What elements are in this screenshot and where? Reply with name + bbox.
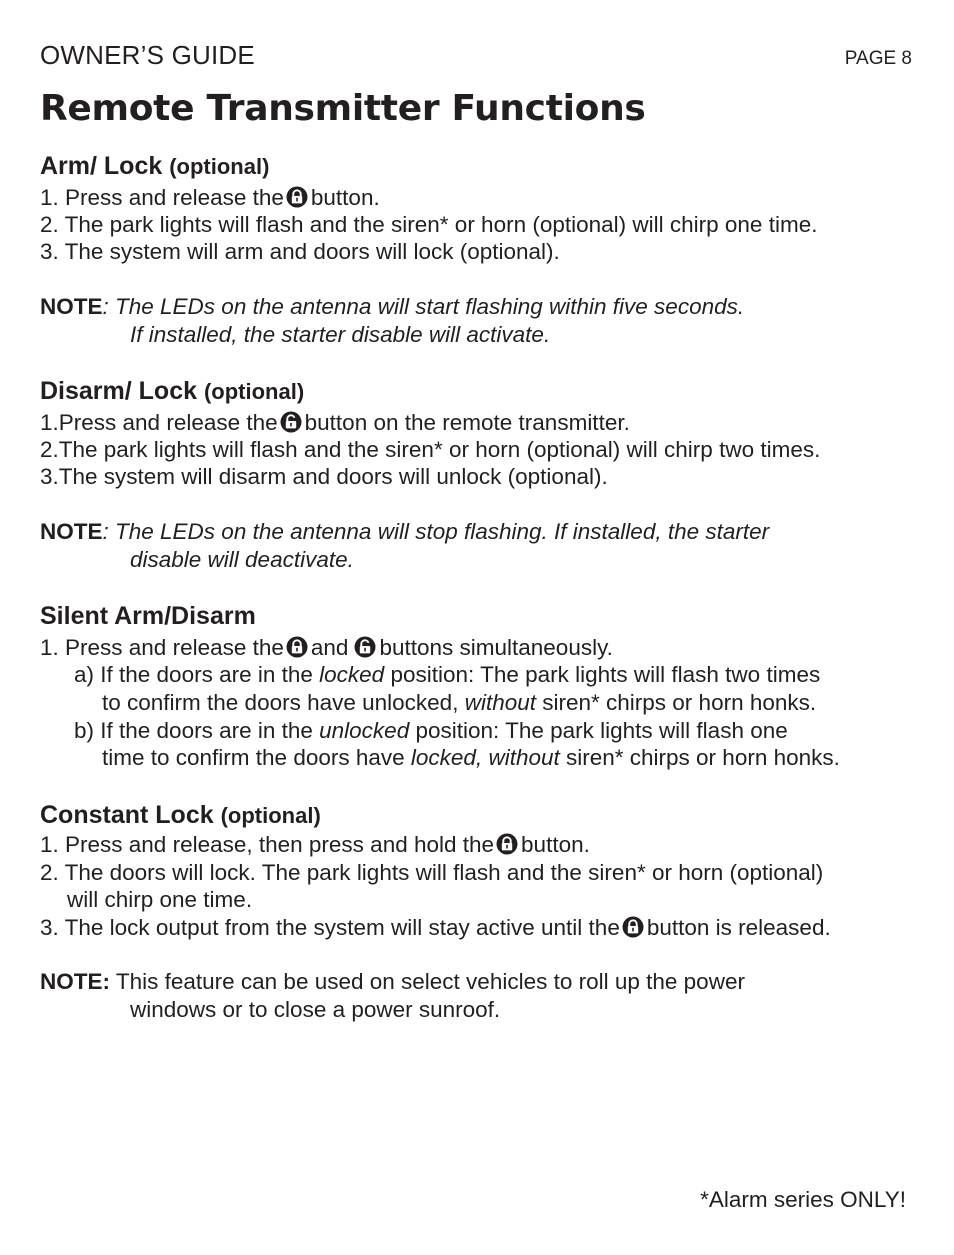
constant-step-1-text-end: button. xyxy=(521,832,590,857)
silent-sub-b-cont-text: time to confirm the doors have xyxy=(102,745,411,770)
arm-step-1-text: 1. Press and release the xyxy=(40,185,284,210)
arm-lock-heading xyxy=(40,152,269,181)
silent-sub-a-without: without xyxy=(464,690,536,715)
silent-sub-a-locked: locked xyxy=(319,662,385,687)
unlock-icon xyxy=(354,636,376,658)
arm-note-cont: If installed, the starter disable will activate. xyxy=(130,322,551,347)
page-title: Remote Transmitter Functions xyxy=(40,88,646,129)
page-number: PAGE 8 xyxy=(844,48,912,69)
constant-lock-optional: (optional) xyxy=(220,803,321,828)
arm-lock-heading-text: Arm/ Lock xyxy=(40,152,163,180)
silent-sub-a-text-end: position: The park lights will flash two times xyxy=(384,662,821,687)
disarm-optional: (optional) xyxy=(203,379,305,404)
constant-step-3 xyxy=(40,914,831,941)
constant-lock-heading-text: Constant Lock xyxy=(40,801,214,829)
disarm-step-2: 2.The park lights will flash and the siren* or horn (optional) will chirp two times. xyxy=(40,437,821,462)
silent-sub-a xyxy=(74,661,820,688)
constant-step-1-text: 1. Press and release, then press and hold the xyxy=(40,832,495,857)
constant-step-2: 2. The doors will lock. The park lights will flash and the siren* or horn (optional) xyxy=(40,860,824,885)
disarm-step-1 xyxy=(40,409,630,436)
silent-sub-a-cont-end: siren* chirps or horn honks. xyxy=(536,690,817,715)
constant-lock-heading xyxy=(40,801,321,830)
constant-step-1 xyxy=(40,831,590,858)
disarm-note-cont: disable will deactivate. xyxy=(130,547,354,572)
constant-step-3-text: 3. The lock output from the system will stay active until the xyxy=(40,915,620,940)
guide-label: OWNER’S GUIDE xyxy=(40,40,255,70)
silent-sub-b xyxy=(74,717,788,744)
arm-step-2: 2. The park lights will flash and the siren* or horn (optional) will chirp one time. xyxy=(40,212,818,237)
silent-sub-a-cont-text: to confirm the doors have unlocked, xyxy=(102,690,465,715)
unlock-icon xyxy=(280,411,302,433)
arm-step-1 xyxy=(40,184,380,211)
arm-note xyxy=(40,294,744,320)
silent-sub-b-text-end: position: The park lights will flash one xyxy=(409,718,788,743)
constant-note xyxy=(40,969,745,995)
disarm-step-1-text-end: button on the remote transmitter. xyxy=(304,410,630,435)
constant-note-text: This feature can be used on select vehicles to roll up the power xyxy=(110,969,745,994)
silent-step-1-and: and xyxy=(310,635,349,660)
footnote: *Alarm series ONLY! xyxy=(700,1187,906,1212)
disarm-step-3: 3.The system will disarm and doors will unlock (optional). xyxy=(40,464,608,489)
silent-sub-b-cont-end: siren* chirps or horn honks. xyxy=(559,745,840,770)
disarm-step-1-text: 1.Press and release the xyxy=(40,410,278,435)
silent-step-1-text-end: buttons simultaneously. xyxy=(379,635,613,660)
constant-note-label: NOTE: xyxy=(40,969,110,994)
arm-step-1-text-end: button. xyxy=(310,185,380,210)
lock-icon xyxy=(286,636,308,658)
arm-step-3: 3. The system will arm and doors will lock (optional). xyxy=(40,239,560,264)
silent-sub-a-text: a) If the doors are in the xyxy=(74,662,320,687)
silent-heading: Silent Arm/Disarm xyxy=(40,602,256,630)
silent-step-1 xyxy=(40,634,613,661)
lock-icon xyxy=(286,186,308,208)
silent-sub-a-cont xyxy=(102,689,816,716)
arm-note-text: : The LEDs on the antenna will start flashing within five seconds. xyxy=(102,294,745,319)
silent-sub-b-locked-without: locked, without xyxy=(410,745,560,770)
constant-step-2-cont: will chirp one time. xyxy=(67,887,253,912)
arm-note-label: NOTE xyxy=(40,294,103,319)
silent-sub-b-text: b) If the doors are in the xyxy=(74,718,320,743)
disarm-heading xyxy=(40,377,304,406)
lock-icon xyxy=(622,916,644,938)
disarm-note-text: : The LEDs on the antenna will stop flashing. If installed, the starter xyxy=(102,519,770,544)
disarm-note xyxy=(40,519,769,545)
silent-sub-b-cont xyxy=(102,744,840,771)
constant-note-cont: windows or to close a power sunroof. xyxy=(130,997,501,1022)
disarm-heading-text: Disarm/ Lock xyxy=(40,377,198,405)
arm-lock-optional: (optional) xyxy=(169,154,270,179)
silent-step-1-text: 1. Press and release the xyxy=(40,635,284,660)
lock-icon xyxy=(496,833,518,855)
silent-sub-b-unlocked: unlocked xyxy=(319,718,410,743)
disarm-note-label: NOTE xyxy=(40,519,103,544)
constant-step-3-text-end: button is released. xyxy=(646,915,831,940)
